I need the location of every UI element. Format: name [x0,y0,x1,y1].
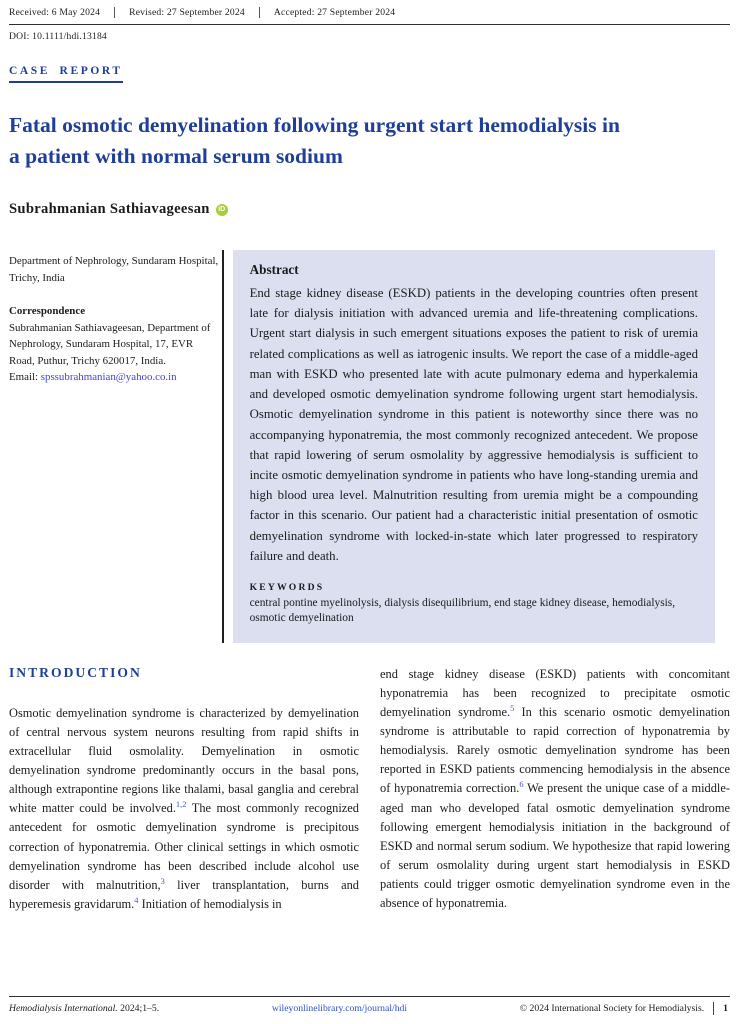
reference-superscript[interactable]: 5 [510,702,515,713]
copyright-text: © 2024 International Society for Hemodialysis. [519,1003,705,1014]
email-link[interactable]: spssubrahmanian@yahoo.co.in [40,371,177,384]
abstract-box [233,250,715,643]
intro-left-column [9,665,359,914]
introduction-section [9,665,730,914]
article-type-label: CASE REPORT [9,65,123,83]
article-title: Fatal osmotic demyelination following urgent start hemodialysis in a patient with normal serum sodium [9,113,620,168]
journal-name: Hemodialysis International. [9,1003,118,1014]
orcid-id-icon[interactable]: iD [216,204,228,216]
page-footer [9,996,730,1024]
header-info-grid [9,250,730,643]
abstract-heading: Abstract [249,262,299,278]
keywords-heading: KEYWORDS [249,582,325,594]
dates-bar [9,0,730,25]
journal-citation [9,1003,159,1014]
journal-url-link[interactable]: wileyonlinelibrary.com/journal/hdi [271,1003,408,1014]
reference-superscript[interactable]: 4 [134,894,139,905]
revised-date: Revised: 27 September 2024 [114,7,259,18]
abstract-text: End stage kidney disease (ESKD) patients in the developing countries often present late for dialysis initiation with advanced uremia and life-threatening complications. Urgent start dialysis in such emergent situations exposes the patient to risk of uremia related complications as well as iatrogenic insults. We report the case of a middle-aged man with ESKD who presented late with acute pulmonary edema and hyperkalemia and developed osmotic demyelination syndrome following urgent start hemodialysis. Osmotic demyelination syndrome in this patient is noteworthy since there was no accompanying hyponatremia, the most commonly recognized antecedent. We propose that rapid lowering of serum osmolality by aggressive hemodialysis is sufficient to incite osmotic demyelination syndrome in patients who have long-standing uremia and high blood urea level. Malnutrition resulting from uremia might be a compounding factor in this scenario. Our patient had a characteristic initial presentation of osmotic demyelination syndrome with locked-in-state which later progressed to respiratory failure and death. [249,286,698,563]
affiliation: Department of Nephrology, Sundaram Hospital, Trichy, India [9,255,219,284]
introduction-heading: INTRODUCTION [9,664,142,680]
intro-right-column [380,665,730,914]
copyright-block [520,1002,730,1015]
author-name: Subrahmanian Sathiavageesan [9,201,210,218]
author-info-column [9,250,221,643]
accepted-date: Accepted: 27 September 2024 [259,7,409,18]
intro-paragraph-left: Osmotic demyelination syndrome is characterized by demyelination of central nervous system neurons resulting from rapid shifts in extracellular fluid osmolality. Demyelination in osmotic demyelination syndrome predominantly occurs in the basal pons, although extrapontine regions like thalami, basal ganglia and cerebral white matter could be involved.$^{1,2}$ The most commonly recognized antecedent for osmotic demyelination syndrome is precipitous correction of hyponatremia. Other clinical settings in which osmotic demyelination syndrome has been described include alcohol use disorder with malnutrition,$^3$ liver transplantation, burns and hyperemesis gravidarum.$^4$ Initiation of hemodialysis in [9,705,359,911]
author-row [9,201,730,218]
reference-superscript[interactable]: 6 [519,779,524,790]
doi: DOI: 10.1111/hdi.13184 [9,31,107,42]
email-line [9,369,221,386]
intro-paragraph-right: end stage kidney disease (ESKD) patients with concomitant hyponatremia has been recognized to precipitate osmotic demyelination syndrome.$^5$ In this scenario osmotic demyelination syndrome is attributable to rapid correction of hyponatremia by hemodialysis. Rarely osmotic demyelination syndrome has been reported in ESKD patients commencing hemodialysis in the absence of hyponatremia correction.$^6$ We present the unique case of a middle-aged man who developed fatal osmotic demyelination syndrome following emergent hemodialysis initiation in the background of ESKD and normal serum sodium. We hypothesize that rapid lowering of serum osmolality during urgent start hemodialysis in ESKD patients could trigger osmotic demyelination syndrome even in the absence of hyponatremia. [380,666,730,910]
page-number-divider [713,1002,714,1015]
correspondence-heading: Correspondence [9,305,86,318]
reference-superscript[interactable]: 1,2 [175,799,187,810]
reference-superscript[interactable]: 3 [160,875,165,886]
received-date: Received: 6 May 2024 [9,7,101,18]
email-label: Email: [9,371,41,384]
keywords-text: central pontine myelinolysis, dialysis disequilibrium, end stage kidney disease, hemodialysis, osmotic demyelination [249,597,676,625]
correspondence-address: Subrahmanian Sathiavageesan, Department of Nephrology, Sundaram Hospital, 17, EVR Road, Puthur, Trichy 620017, India. [9,321,211,367]
vertical-divider [222,250,224,643]
page-number: 1 [723,1003,728,1014]
citation-range: 2024;1–5. [120,1003,160,1014]
